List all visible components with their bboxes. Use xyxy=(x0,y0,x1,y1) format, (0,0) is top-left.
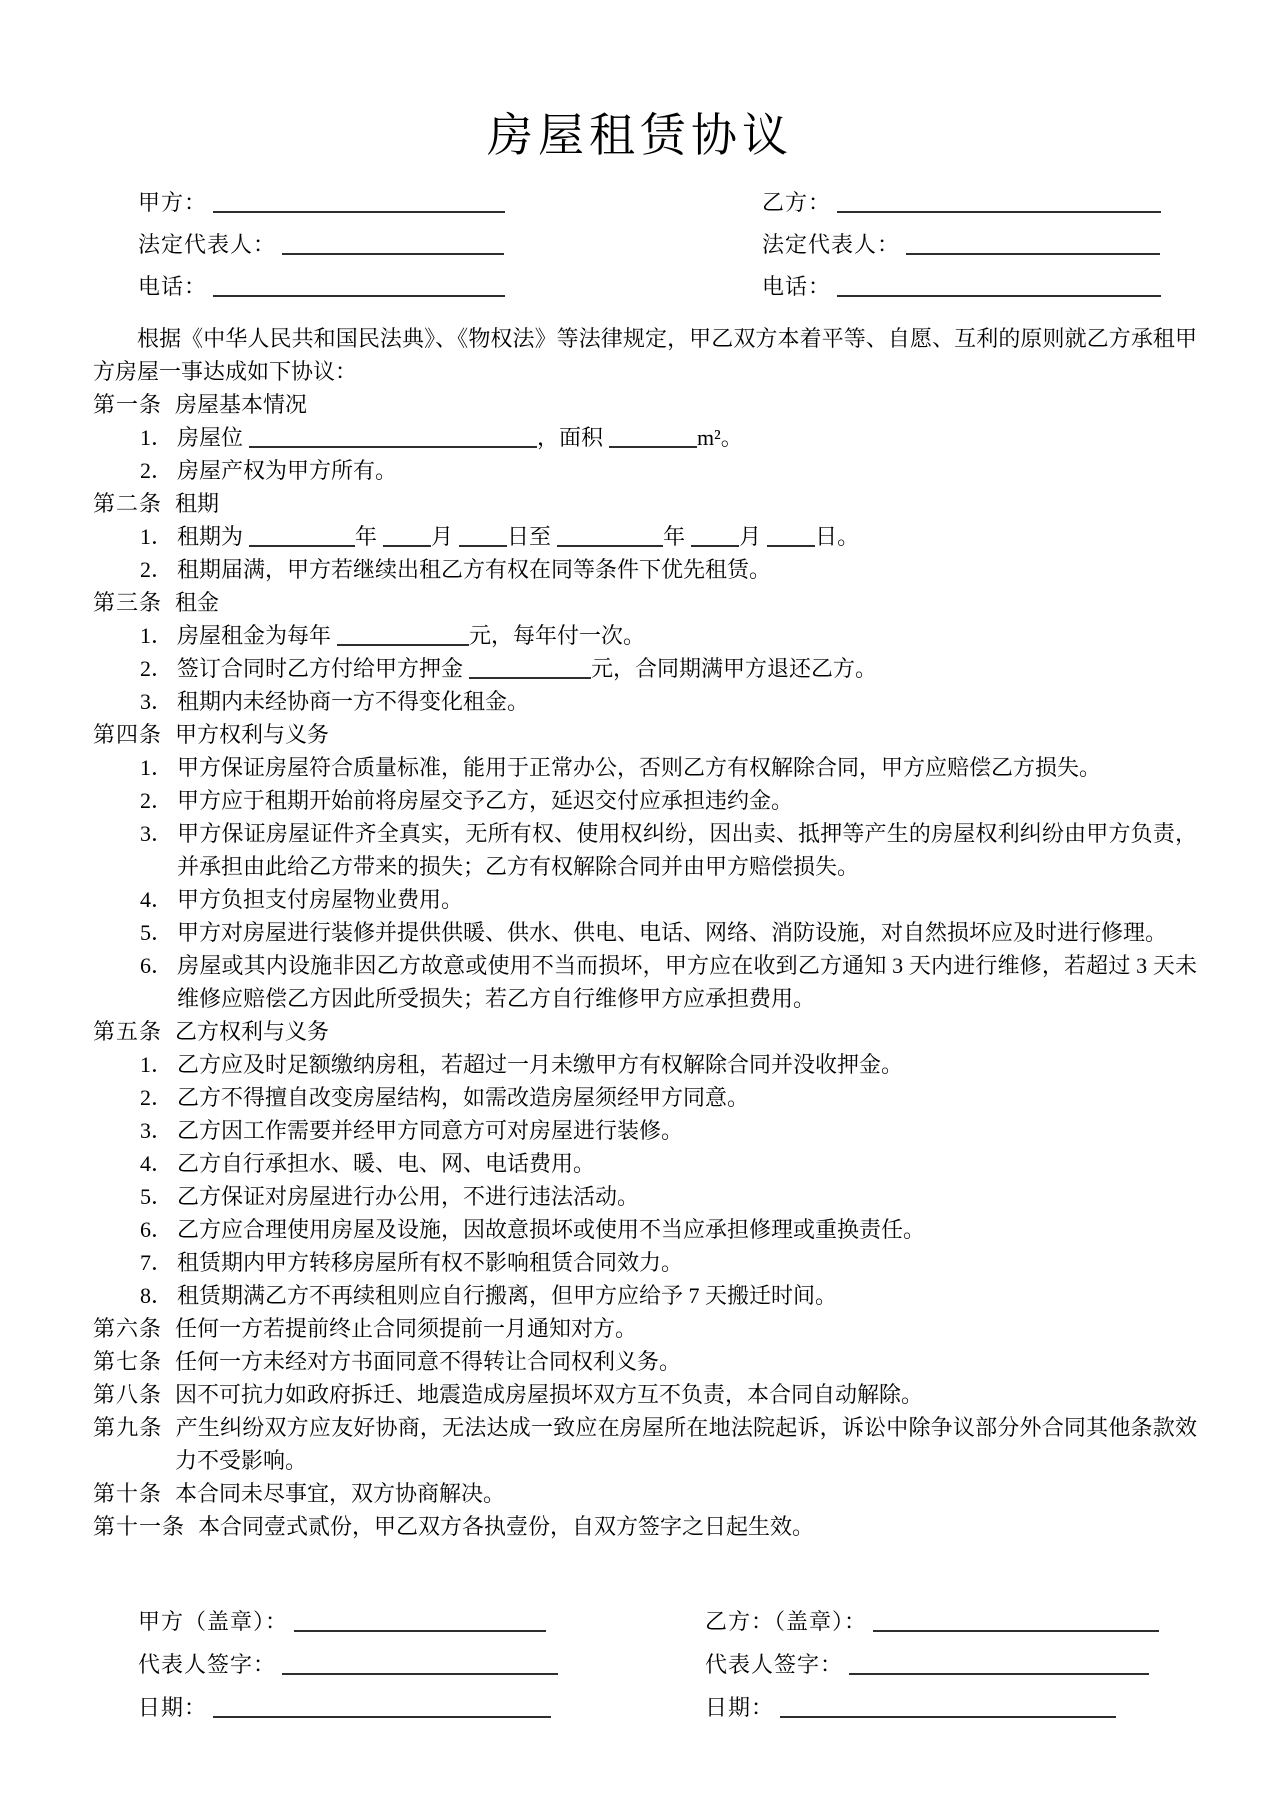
field-row xyxy=(138,1686,1197,1729)
clause-text: 乙方不得擅自改变房屋结构，如需改造房屋须经甲方同意。 xyxy=(177,1085,750,1111)
blank-line xyxy=(213,1701,551,1718)
clause-item xyxy=(93,883,1197,916)
clause-text: 月 xyxy=(739,524,762,550)
item-number: 3． xyxy=(140,1118,174,1144)
blank-line xyxy=(337,629,469,646)
blank-line xyxy=(383,530,431,547)
item-number: 2． xyxy=(140,788,174,814)
field-label: 甲方： xyxy=(138,190,208,216)
clause-text: 租赁期内甲方转移房屋所有权不影响租赁合同效力。 xyxy=(177,1250,684,1276)
clause-label: 第七条 xyxy=(93,1349,163,1375)
clause-heading xyxy=(93,1345,1197,1378)
item-number: 3． xyxy=(140,821,174,847)
clause-label: 第九条 xyxy=(93,1415,163,1441)
clause-item xyxy=(93,553,1197,586)
blank-line xyxy=(459,530,507,547)
clause-text: m²。 xyxy=(697,425,743,451)
clause-label: 第二条 xyxy=(93,491,163,517)
clause-text: 租期内未经协商一方不得变化租金。 xyxy=(177,689,530,715)
clause-text: 产生纠纷双方应友好协商，无法达成一致应在房屋所在地法院起诉，诉讼中除争议部分外合同其他条款效力不受影响。 xyxy=(175,1415,1197,1474)
clause-text: 房屋租金为每年 xyxy=(177,623,332,649)
clause-item xyxy=(93,1213,1197,1246)
field-left xyxy=(138,1686,705,1729)
blank-line xyxy=(282,238,504,255)
clause-text: 租金 xyxy=(175,590,220,616)
clause-item xyxy=(93,454,1197,487)
clause-item xyxy=(93,751,1197,784)
blank-line xyxy=(609,431,697,448)
field-row xyxy=(138,266,1197,308)
blank-line xyxy=(557,530,663,547)
clause-heading xyxy=(93,1510,1197,1543)
item-number: 5． xyxy=(140,920,174,946)
clause-heading xyxy=(93,718,1197,751)
field-right xyxy=(762,266,1197,308)
clause-text: 乙方应及时足额缴纳房租，若超过一月未缴甲方有权解除合同并没收押金。 xyxy=(177,1052,904,1078)
blank-line xyxy=(282,1658,558,1675)
clause-label: 第三条 xyxy=(93,590,163,616)
clause-text: 元，每年付一次。 xyxy=(469,623,646,649)
clause-item xyxy=(93,949,1197,1015)
clause-text: 乙方应合理使用房屋及设施，因故意损坏或使用不当应承担修理或重换责任。 xyxy=(177,1217,926,1243)
clause-text: 任何一方若提前终止合同须提前一月通知对方。 xyxy=(175,1316,638,1342)
clause-text: 乙方因工作需要并经甲方同意方可对房屋进行装修。 xyxy=(177,1118,684,1144)
item-number: 1． xyxy=(140,524,174,550)
field-label: 代表人签字： xyxy=(705,1652,844,1678)
blank-line xyxy=(837,196,1161,213)
item-number: 4． xyxy=(140,1151,174,1177)
clause-text: 甲方应于租期开始前将房屋交予乙方，延迟交付应承担违约金。 xyxy=(177,788,794,814)
clause-text: 签订合同时乙方付给甲方押金 xyxy=(177,656,464,682)
field-left xyxy=(138,182,762,224)
clause-heading xyxy=(93,487,1197,520)
item-number: 2． xyxy=(140,1085,174,1111)
item-number: 6． xyxy=(140,953,174,979)
clauses xyxy=(93,388,1197,1543)
field-right xyxy=(762,224,1197,266)
item-number: 4． xyxy=(140,887,174,913)
item-number: 2． xyxy=(140,656,174,682)
clause-text: 租期为 xyxy=(177,524,244,550)
field-label: 甲方（盖章）： xyxy=(138,1609,289,1635)
item-number: 1． xyxy=(140,425,174,451)
field-label: 法定代表人： xyxy=(138,232,277,258)
clause-heading xyxy=(93,388,1197,421)
clause-text: 房屋产权为甲方所有。 xyxy=(177,458,398,484)
field-row xyxy=(138,1600,1197,1643)
clause-heading xyxy=(93,586,1197,619)
clause-label: 第十条 xyxy=(93,1481,163,1507)
clause-text: 年 xyxy=(663,524,686,550)
field-left xyxy=(138,1600,705,1643)
clause-heading xyxy=(93,1312,1197,1345)
field-left xyxy=(138,224,762,266)
clause-text: 任何一方未经对方书面同意不得转让合同权利义务。 xyxy=(175,1349,682,1375)
blank-line xyxy=(849,1658,1149,1675)
clause-text: 日至 xyxy=(507,524,552,550)
field-left xyxy=(138,1643,705,1686)
field-row xyxy=(138,1643,1197,1686)
clause-text: 甲方对房屋进行装修并提供供暖、供水、供电、电话、网络、消防设施，对自然损坏应及时进行修理。 xyxy=(177,920,1168,946)
clause-item xyxy=(93,685,1197,718)
clause-item xyxy=(93,784,1197,817)
intro-paragraph: 根据《中华人民共和国民法典》、《物权法》等法律规定，甲乙双方本着平等、自愿、互利的原则就乙方承租甲方房屋一事达成如下协议： xyxy=(93,326,1197,385)
clause-text: 元，合同期满甲方退还乙方。 xyxy=(591,656,878,682)
clause-item xyxy=(93,1081,1197,1114)
clause-text: 乙方自行承担水、暖、电、网、电话费用。 xyxy=(177,1151,596,1177)
document-title: 房屋租赁协议 xyxy=(487,110,793,161)
clause-heading xyxy=(93,1477,1197,1510)
clause-text: ，面积 xyxy=(537,425,604,451)
clause-item xyxy=(93,1147,1197,1180)
clause-item xyxy=(93,652,1197,685)
field-row xyxy=(138,224,1197,266)
blank-line xyxy=(906,238,1160,255)
clause-item xyxy=(93,520,1197,553)
field-right xyxy=(762,182,1197,224)
clause-item xyxy=(93,619,1197,652)
field-label: 乙方： xyxy=(762,190,832,216)
clause-text: 甲方保证房屋证件齐全真实，无所有权、使用权纠纷，因出卖、抵押等产生的房屋权利纠纷由甲方负责，并承担由此给乙方带来的损失；乙方有权解除合同并由甲方赔偿损失。 xyxy=(177,821,1197,880)
clause-label: 第十一条 xyxy=(93,1514,186,1540)
item-number: 1． xyxy=(140,755,174,781)
clause-text: 乙方权利与义务 xyxy=(175,1019,330,1045)
field-left xyxy=(138,266,762,308)
item-number: 2． xyxy=(140,557,174,583)
clause-text: 因不可抗力如政府拆迁、地震造成房屋损坏双方互不负责，本合同自动解除。 xyxy=(175,1382,924,1408)
clause-label: 第四条 xyxy=(93,722,163,748)
blank-line xyxy=(249,431,537,448)
item-number: 1． xyxy=(140,623,174,649)
blank-line xyxy=(691,530,739,547)
clause-item xyxy=(93,1180,1197,1213)
blank-line xyxy=(837,280,1161,297)
blank-line xyxy=(873,1615,1159,1632)
clause-item xyxy=(93,817,1197,883)
clause-item xyxy=(93,1246,1197,1279)
clause-item xyxy=(93,1279,1197,1312)
field-label: 代表人签字： xyxy=(138,1652,277,1678)
field-label: 法定代表人： xyxy=(762,232,901,258)
blank-line xyxy=(780,1701,1116,1718)
item-number: 1． xyxy=(140,1052,174,1078)
item-number: 8． xyxy=(140,1283,174,1309)
clause-label: 第六条 xyxy=(93,1316,163,1342)
field-label: 日期： xyxy=(138,1695,208,1721)
clause-label: 第一条 xyxy=(93,392,163,418)
field-right xyxy=(705,1686,1197,1729)
clause-text: 甲方负担支付房屋物业费用。 xyxy=(177,887,464,913)
field-label: 电话： xyxy=(762,274,832,300)
field-row xyxy=(138,182,1197,224)
clause-text: 租期 xyxy=(175,491,220,517)
clause-heading xyxy=(93,1015,1197,1048)
clause-text: 年 xyxy=(355,524,378,550)
clause-text: 甲方保证房屋符合质量标准，能用于正常办公，否则乙方有权解除合同，甲方应赔偿乙方损失。 xyxy=(177,755,1102,781)
clause-text: 本合同未尽事宜，双方协商解决。 xyxy=(175,1481,506,1507)
clause-heading xyxy=(93,1411,1197,1477)
clause-text: 房屋位 xyxy=(177,425,244,451)
clause-label: 第八条 xyxy=(93,1382,163,1408)
clause-text: 房屋基本情况 xyxy=(175,392,308,418)
clause-text: 本合同壹式贰份，甲乙双方各执壹份，自双方签字之日起生效。 xyxy=(198,1514,815,1540)
field-right xyxy=(705,1600,1197,1643)
party-fields xyxy=(93,182,1197,308)
field-label: 乙方：（盖章）： xyxy=(705,1609,868,1635)
clause-text: 租赁期满乙方不再续租则应自行搬离，但甲方应给予 7 天搬迁时间。 xyxy=(177,1283,838,1309)
clause-item xyxy=(93,1048,1197,1081)
clause-label: 第五条 xyxy=(93,1019,163,1045)
clause-text: 月 xyxy=(431,524,454,550)
blank-line xyxy=(294,1615,546,1632)
clause-text: 房屋或其内设施非因乙方故意或使用不当而损坏，甲方应在收到乙方通知 3 天内进行维修，若超过 3 天未维修应赔偿乙方因此所受损失；若乙方自行维修甲方应承担费用。 xyxy=(177,953,1197,1012)
field-label: 电话： xyxy=(138,274,208,300)
clause-text: 乙方保证对房屋进行办公用，不进行违法活动。 xyxy=(177,1184,640,1210)
clause-text: 租期届满，甲方若继续出租乙方有权在同等条件下优先租赁。 xyxy=(177,557,772,583)
field-right xyxy=(705,1643,1197,1686)
document-content xyxy=(0,182,1280,1729)
blank-line xyxy=(249,530,355,547)
blank-line xyxy=(767,530,815,547)
signature-fields xyxy=(93,1600,1197,1729)
clause-item xyxy=(93,1114,1197,1147)
clause-item xyxy=(93,916,1197,949)
item-number: 7． xyxy=(140,1250,174,1276)
clause-heading xyxy=(93,1378,1197,1411)
blank-line xyxy=(213,196,505,213)
item-number: 2． xyxy=(140,458,174,484)
blank-line xyxy=(469,662,591,679)
blank-line xyxy=(213,280,505,297)
item-number: 6． xyxy=(140,1217,174,1243)
clause-text: 日。 xyxy=(815,524,860,550)
clause-item xyxy=(93,421,1197,454)
item-number: 5． xyxy=(140,1184,174,1210)
item-number: 3． xyxy=(140,689,174,715)
field-label: 日期： xyxy=(705,1695,775,1721)
clause-text: 甲方权利与义务 xyxy=(175,722,330,748)
